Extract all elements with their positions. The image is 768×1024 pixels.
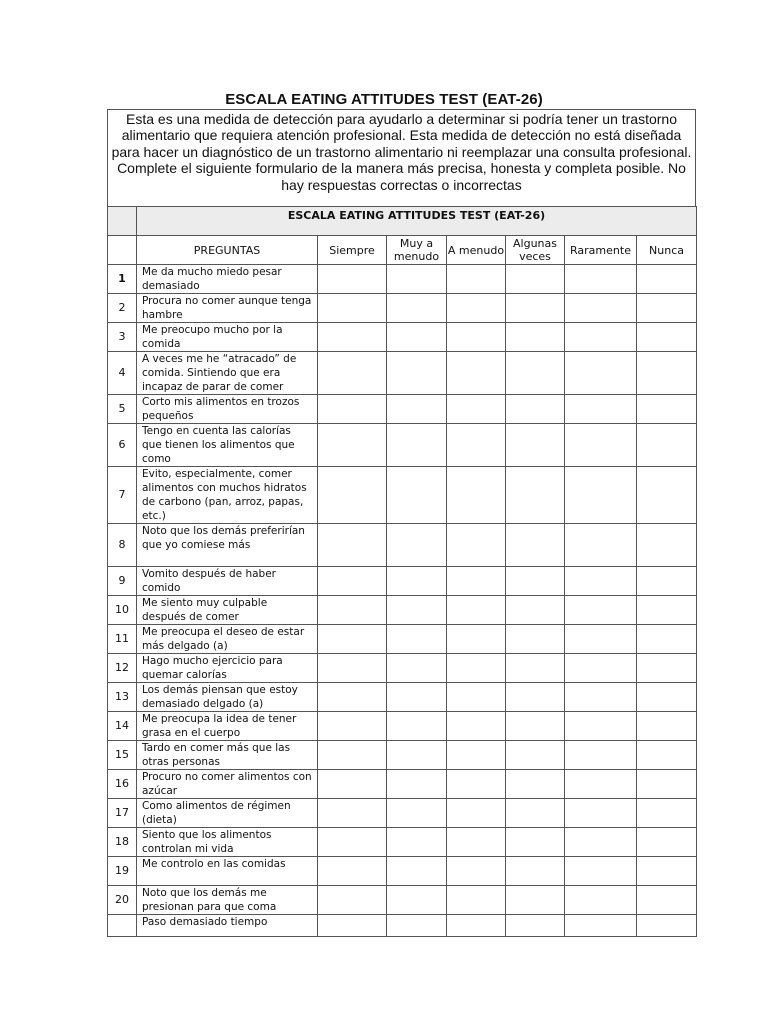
- answer-cell-nunca[interactable]: [637, 352, 697, 395]
- table-row: [108, 467, 697, 524]
- answer-cell-nunca[interactable]: [637, 524, 697, 567]
- table-row: [108, 294, 697, 323]
- answer-cell-algunas-veces[interactable]: [506, 323, 565, 352]
- answer-cell-a-menudo[interactable]: [447, 467, 506, 524]
- header-algunas-veces: Algunas veces: [506, 236, 565, 265]
- answer-cell-nunca[interactable]: [637, 596, 697, 625]
- question-text: A veces me he “atracado” de comida. Sintiendo que era incapaz de parar de comer: [137, 352, 318, 395]
- question-text: Me siento muy culpable después de comer: [137, 596, 318, 625]
- answer-cell-raramente[interactable]: [565, 770, 637, 799]
- answer-cell-a-menudo[interactable]: [447, 683, 506, 712]
- question-text: Paso demasiado tiempo: [137, 915, 318, 937]
- answer-cell-algunas-veces[interactable]: [506, 654, 565, 683]
- answer-cell-a-menudo[interactable]: [447, 741, 506, 770]
- answer-cell-raramente[interactable]: [565, 323, 637, 352]
- eat26-table: [107, 206, 697, 937]
- question-number: 13: [108, 683, 137, 712]
- question-text: Siento que los alimentos controlan mi vida: [137, 828, 318, 857]
- answer-cell-siempre[interactable]: [318, 596, 387, 625]
- answer-cell-algunas-veces[interactable]: [506, 886, 565, 915]
- question-number: 6: [108, 424, 137, 467]
- answer-cell-a-menudo[interactable]: [447, 799, 506, 828]
- question-number: 14: [108, 712, 137, 741]
- answer-cell-a-menudo[interactable]: [447, 395, 506, 424]
- table-row: [108, 352, 697, 395]
- answer-cell-a-menudo[interactable]: [447, 654, 506, 683]
- answer-cell-muy-a-menudo[interactable]: [387, 323, 447, 352]
- answer-cell-raramente[interactable]: [565, 424, 637, 467]
- answer-cell-muy-a-menudo[interactable]: [387, 524, 447, 567]
- header-a-menudo: A menudo: [447, 236, 506, 265]
- answer-cell-algunas-veces[interactable]: [506, 352, 565, 395]
- answer-cell-nunca[interactable]: [637, 294, 697, 323]
- answer-cell-algunas-veces[interactable]: [506, 424, 565, 467]
- table-row: [108, 654, 697, 683]
- answer-cell-muy-a-menudo[interactable]: [387, 567, 447, 596]
- answer-cell-algunas-veces[interactable]: [506, 683, 565, 712]
- answer-cell-a-menudo[interactable]: [447, 265, 506, 294]
- answer-cell-nunca[interactable]: [637, 857, 697, 886]
- table-row: [108, 741, 697, 770]
- answer-cell-algunas-veces[interactable]: [506, 741, 565, 770]
- answer-cell-muy-a-menudo[interactable]: [387, 596, 447, 625]
- answer-cell-nunca[interactable]: [637, 712, 697, 741]
- question-text: Me da mucho miedo pesar demasiado: [137, 265, 318, 294]
- table-title-row: [108, 207, 697, 236]
- question-text: Los demás piensan que estoy demasiado delgado (a): [137, 683, 318, 712]
- question-number: 2: [108, 294, 137, 323]
- question-number: 8: [108, 524, 137, 567]
- answer-cell-raramente[interactable]: [565, 596, 637, 625]
- answer-cell-algunas-veces[interactable]: [506, 857, 565, 886]
- answer-cell-siempre[interactable]: [318, 770, 387, 799]
- question-number: 17: [108, 799, 137, 828]
- answer-cell-raramente[interactable]: [565, 524, 637, 567]
- question-number: 20: [108, 886, 137, 915]
- answer-cell-a-menudo[interactable]: [447, 596, 506, 625]
- answer-cell-muy-a-menudo[interactable]: [387, 467, 447, 524]
- answer-cell-raramente[interactable]: [565, 625, 637, 654]
- answer-cell-siempre[interactable]: [318, 799, 387, 828]
- answer-cell-a-menudo[interactable]: [447, 828, 506, 857]
- answer-cell-algunas-veces[interactable]: [506, 467, 565, 524]
- table-row: [108, 770, 697, 799]
- answer-cell-nunca[interactable]: [637, 467, 697, 524]
- answer-cell-siempre[interactable]: [318, 424, 387, 467]
- question-text: Hago mucho ejercicio para quemar calorías: [137, 654, 318, 683]
- answer-cell-siempre[interactable]: [318, 265, 387, 294]
- question-text: Evito, especialmente, comer alimentos con muchos hidratos de carbono (pan, arroz, papas, etc.): [137, 467, 318, 524]
- question-text: Tengo en cuenta las calorías que tienen los alimentos que como: [137, 424, 318, 467]
- answer-cell-algunas-veces[interactable]: [506, 596, 565, 625]
- question-number: 7: [108, 467, 137, 524]
- answer-cell-nunca[interactable]: [637, 915, 697, 937]
- answer-cell-nunca[interactable]: [637, 683, 697, 712]
- answer-cell-algunas-veces[interactable]: [506, 915, 565, 937]
- question-text: Procuro no comer alimentos con azúcar: [137, 770, 318, 799]
- question-text: Me controlo en las comidas: [137, 857, 318, 886]
- table-row: [108, 567, 697, 596]
- answer-cell-raramente[interactable]: [565, 712, 637, 741]
- answer-cell-siempre[interactable]: [318, 323, 387, 352]
- answer-cell-a-menudo[interactable]: [447, 524, 506, 567]
- answer-cell-siempre[interactable]: [318, 524, 387, 567]
- table-row: [108, 596, 697, 625]
- answer-cell-siempre[interactable]: [318, 294, 387, 323]
- question-text: Noto que los demás preferirían que yo comiese más: [137, 524, 318, 567]
- table-row: [108, 828, 697, 857]
- answer-cell-muy-a-menudo[interactable]: [387, 265, 447, 294]
- header-nunca: Nunca: [637, 236, 697, 265]
- answer-cell-algunas-veces[interactable]: [506, 294, 565, 323]
- answer-cell-muy-a-menudo[interactable]: [387, 799, 447, 828]
- answer-cell-siempre[interactable]: [318, 395, 387, 424]
- answer-cell-a-menudo[interactable]: [447, 857, 506, 886]
- answer-cell-raramente[interactable]: [565, 467, 637, 524]
- answer-cell-nunca[interactable]: [637, 625, 697, 654]
- question-number: 1: [108, 265, 137, 294]
- answer-cell-raramente[interactable]: [565, 683, 637, 712]
- answer-cell-siempre[interactable]: [318, 625, 387, 654]
- header-muy-a-menudo: Muy a menudo: [387, 236, 447, 265]
- answer-cell-raramente[interactable]: [565, 828, 637, 857]
- answer-cell-muy-a-menudo[interactable]: [387, 395, 447, 424]
- answer-cell-raramente[interactable]: [565, 654, 637, 683]
- table-row: [108, 683, 697, 712]
- table-row: [108, 712, 697, 741]
- answer-cell-siempre[interactable]: [318, 567, 387, 596]
- question-text: Vomito después de haber comido: [137, 567, 318, 596]
- answer-cell-nunca[interactable]: [637, 654, 697, 683]
- table-row: [108, 625, 697, 654]
- intro-text: Esta es una medida de detección para ayudarlo a determinar si podría tener un trastorno alimentario que requiera atención profesional. Esta medida de detección no está diseñada para hacer un diagnóstico de un trastorno alimentario ni reemplazar una consulta profesional. Complete el siguiente formulario de la manera más precisa, honesta y completa posible. No hay respuestas correctas o incorrectas: [107, 109, 696, 206]
- question-text: Me preocupo mucho por la comida: [137, 323, 318, 352]
- answer-cell-siempre[interactable]: [318, 828, 387, 857]
- answer-cell-raramente[interactable]: [565, 741, 637, 770]
- answer-cell-algunas-veces[interactable]: [506, 770, 565, 799]
- answer-cell-raramente[interactable]: [565, 799, 637, 828]
- answer-cell-algunas-veces[interactable]: [506, 395, 565, 424]
- answer-cell-raramente[interactable]: [565, 915, 637, 937]
- answer-cell-a-menudo[interactable]: [447, 323, 506, 352]
- table-row: [108, 886, 697, 915]
- question-text: Tardo en comer más que las otras personas: [137, 741, 318, 770]
- table-row: [108, 265, 697, 294]
- answer-cell-siempre[interactable]: [318, 915, 387, 937]
- table-row: [108, 323, 697, 352]
- answer-cell-nunca[interactable]: [637, 323, 697, 352]
- question-number: 9: [108, 567, 137, 596]
- question-number: 4: [108, 352, 137, 395]
- answer-cell-siempre[interactable]: [318, 654, 387, 683]
- question-number: [108, 915, 137, 937]
- question-text: Noto que los demás me presionan para que coma: [137, 886, 318, 915]
- answer-cell-siempre[interactable]: [318, 467, 387, 524]
- question-number: 5: [108, 395, 137, 424]
- answer-cell-algunas-veces[interactable]: [506, 567, 565, 596]
- question-number: 18: [108, 828, 137, 857]
- question-text: Como alimentos de régimen (dieta): [137, 799, 318, 828]
- answer-cell-algunas-veces[interactable]: [506, 524, 565, 567]
- answer-cell-raramente[interactable]: [565, 265, 637, 294]
- answer-cell-muy-a-menudo[interactable]: [387, 683, 447, 712]
- header-preguntas: PREGUNTAS: [137, 236, 318, 265]
- answer-cell-raramente[interactable]: [565, 395, 637, 424]
- answer-cell-algunas-veces[interactable]: [506, 265, 565, 294]
- answer-cell-nunca[interactable]: [637, 828, 697, 857]
- answer-cell-muy-a-menudo[interactable]: [387, 741, 447, 770]
- answer-cell-nunca[interactable]: [637, 741, 697, 770]
- document-title: ESCALA EATING ATTITUDES TEST (EAT-26): [225, 91, 543, 108]
- answer-cell-a-menudo[interactable]: [447, 424, 506, 467]
- answer-cell-muy-a-menudo[interactable]: [387, 770, 447, 799]
- answer-cell-siempre[interactable]: [318, 857, 387, 886]
- answer-cell-raramente[interactable]: [565, 857, 637, 886]
- answer-cell-nunca[interactable]: [637, 770, 697, 799]
- table-row: [108, 857, 697, 886]
- question-number: 12: [108, 654, 137, 683]
- question-text: Procura no comer aunque tenga hambre: [137, 294, 318, 323]
- answer-cell-algunas-veces[interactable]: [506, 712, 565, 741]
- answer-cell-a-menudo[interactable]: [447, 915, 506, 937]
- answer-cell-siempre[interactable]: [318, 741, 387, 770]
- answer-cell-muy-a-menudo[interactable]: [387, 625, 447, 654]
- question-text: Me preocupa la idea de tener grasa en el cuerpo: [137, 712, 318, 741]
- question-number: 16: [108, 770, 137, 799]
- question-number: 19: [108, 857, 137, 886]
- answer-cell-muy-a-menudo[interactable]: [387, 712, 447, 741]
- question-number: 11: [108, 625, 137, 654]
- header-raramente: Raramente: [565, 236, 637, 265]
- question-number: 3: [108, 323, 137, 352]
- answer-cell-nunca[interactable]: [637, 886, 697, 915]
- answer-cell-a-menudo[interactable]: [447, 886, 506, 915]
- answer-cell-siempre[interactable]: [318, 712, 387, 741]
- answer-cell-siempre[interactable]: [318, 352, 387, 395]
- answer-cell-siempre[interactable]: [318, 886, 387, 915]
- answer-cell-a-menudo[interactable]: [447, 352, 506, 395]
- table-row: [108, 915, 697, 937]
- answer-cell-raramente[interactable]: [565, 567, 637, 596]
- table-title: ESCALA EATING ATTITUDES TEST (EAT-26): [137, 207, 697, 236]
- question-number: 10: [108, 596, 137, 625]
- answer-cell-muy-a-menudo[interactable]: [387, 352, 447, 395]
- table-row: [108, 524, 697, 567]
- answer-cell-algunas-veces[interactable]: [506, 625, 565, 654]
- corner-cell: [108, 207, 137, 236]
- answer-cell-nunca[interactable]: [637, 424, 697, 467]
- answer-cell-raramente[interactable]: [565, 352, 637, 395]
- answer-cell-raramente[interactable]: [565, 886, 637, 915]
- table-row: [108, 424, 697, 467]
- answer-cell-nunca[interactable]: [637, 567, 697, 596]
- answer-cell-muy-a-menudo[interactable]: [387, 294, 447, 323]
- answer-cell-nunca[interactable]: [637, 395, 697, 424]
- answer-cell-raramente[interactable]: [565, 294, 637, 323]
- answer-cell-nunca[interactable]: [637, 799, 697, 828]
- answer-cell-a-menudo[interactable]: [447, 625, 506, 654]
- answer-cell-muy-a-menudo[interactable]: [387, 654, 447, 683]
- answer-cell-a-menudo[interactable]: [447, 712, 506, 741]
- answer-cell-muy-a-menudo[interactable]: [387, 915, 447, 937]
- answer-cell-muy-a-menudo[interactable]: [387, 886, 447, 915]
- answer-cell-siempre[interactable]: [318, 683, 387, 712]
- answer-cell-muy-a-menudo[interactable]: [387, 857, 447, 886]
- header-row: [108, 236, 697, 265]
- answer-cell-a-menudo[interactable]: [447, 294, 506, 323]
- answer-cell-nunca[interactable]: [637, 265, 697, 294]
- header-siempre: Siempre: [318, 236, 387, 265]
- question-number: 15: [108, 741, 137, 770]
- answer-cell-muy-a-menudo[interactable]: [387, 424, 447, 467]
- answer-cell-muy-a-menudo[interactable]: [387, 828, 447, 857]
- answer-cell-a-menudo[interactable]: [447, 770, 506, 799]
- answer-cell-algunas-veces[interactable]: [506, 799, 565, 828]
- table-row: [108, 395, 697, 424]
- header-num-cell: [108, 236, 137, 265]
- question-text: Me preocupa el deseo de estar más delgado (a): [137, 625, 318, 654]
- table-row: [108, 799, 697, 828]
- answer-cell-algunas-veces[interactable]: [506, 828, 565, 857]
- question-text: Corto mis alimentos en trozos pequeños: [137, 395, 318, 424]
- answer-cell-a-menudo[interactable]: [447, 567, 506, 596]
